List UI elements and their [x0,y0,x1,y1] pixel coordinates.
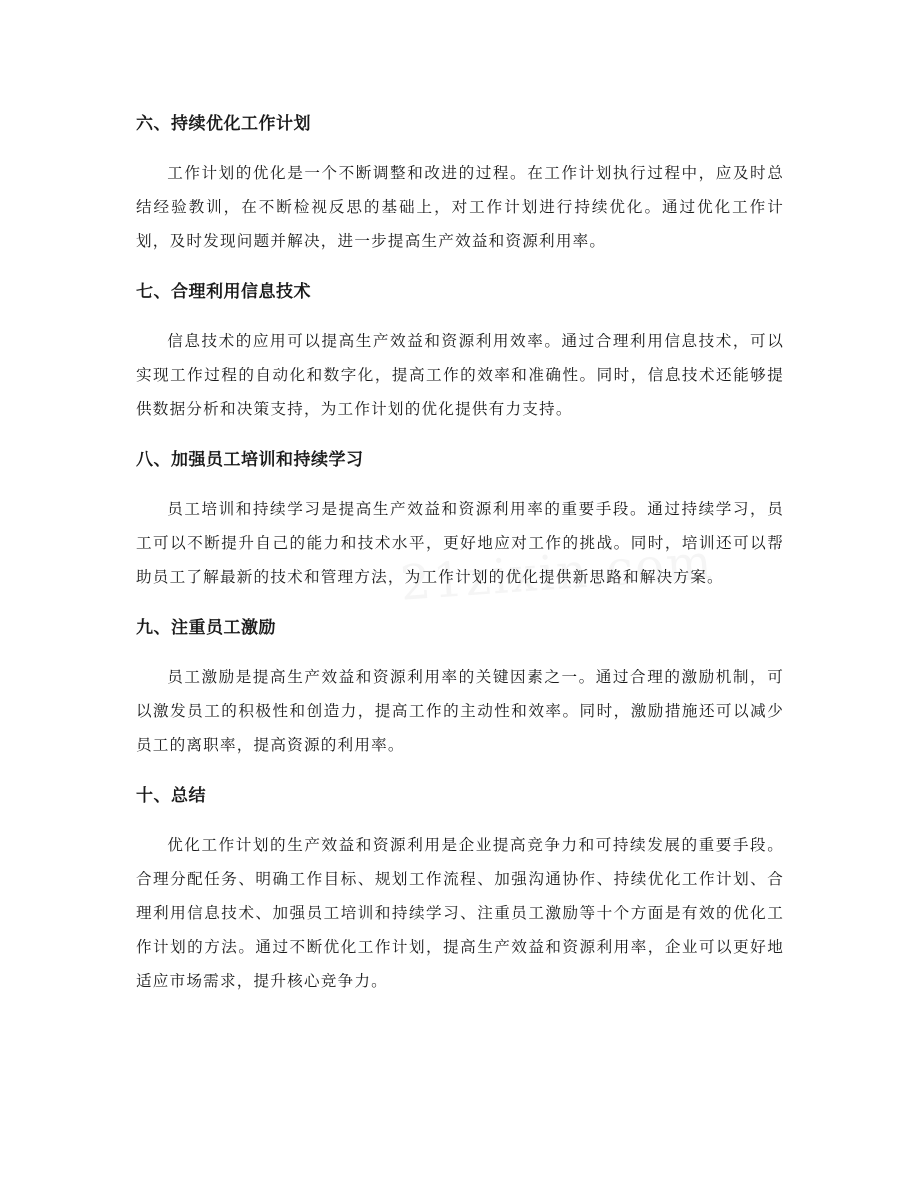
section-paragraph: 信息技术的应用可以提高生产效益和资源利用效率。通过合理利用信息技术，可以实现工作过程的自动化和数字化，提高工作的效率和准确性。同时，信息技术还能够提供数据分析和决策支持，为工作计划的优化提供有力支持。 [136,332,784,418]
section-heading: 九、注重员工激励 [136,618,276,638]
section-summary [136,776,784,998]
section-continuous-optimization [136,104,784,258]
section-heading: 八、加强员工培训和持续学习 [136,450,364,470]
section-heading: 七、合理利用信息技术 [136,282,311,302]
section-employee-incentives [136,608,784,762]
section-information-technology [136,272,784,426]
section-employee-training [136,440,784,594]
section-paragraph: 员工培训和持续学习是提高生产效益和资源利用率的重要手段。通过持续学习，员工可以不断提升自己的能力和技术水平，更好地应对工作的挑战。同时，培训还可以帮助员工了解最新的技术和管理方法，为工作计划的优化提供新思路和解决方案。 [136,500,784,586]
section-paragraph: 员工激励是提高生产效益和资源利用率的关键因素之一。通过合理的激励机制，可以激发员工的积极性和创造力，提高工作的主动性和效率。同时，激励措施还可以减少员工的离职率，提高资源的利用率。 [136,668,784,754]
section-heading: 十、总结 [136,786,206,806]
section-paragraph: 优化工作计划的生产效益和资源利用是企业提高竞争力和可持续发展的重要手段。合理分配任务、明确工作目标、规划工作流程、加强沟通协作、持续优化工作计划、合理利用信息技术、加强员工培训和持续学习、注重员工激励等十个方面是有效的优化工作计划的方法。通过不断优化工作计划，提高生产效益和资源利用率，企业可以更好地适应市场需求，提升核心竞争力。 [136,836,784,990]
document-page [136,104,784,1012]
section-paragraph: 工作计划的优化是一个不断调整和改进的过程。在工作计划执行过程中，应及时总结经验教训，在不断检视反思的基础上，对工作计划进行持续优化。通过优化工作计划，及时发现问题并解决，进一步提高生产效益和资源利用率。 [136,164,784,250]
section-heading: 六、持续优化工作计划 [136,114,311,134]
